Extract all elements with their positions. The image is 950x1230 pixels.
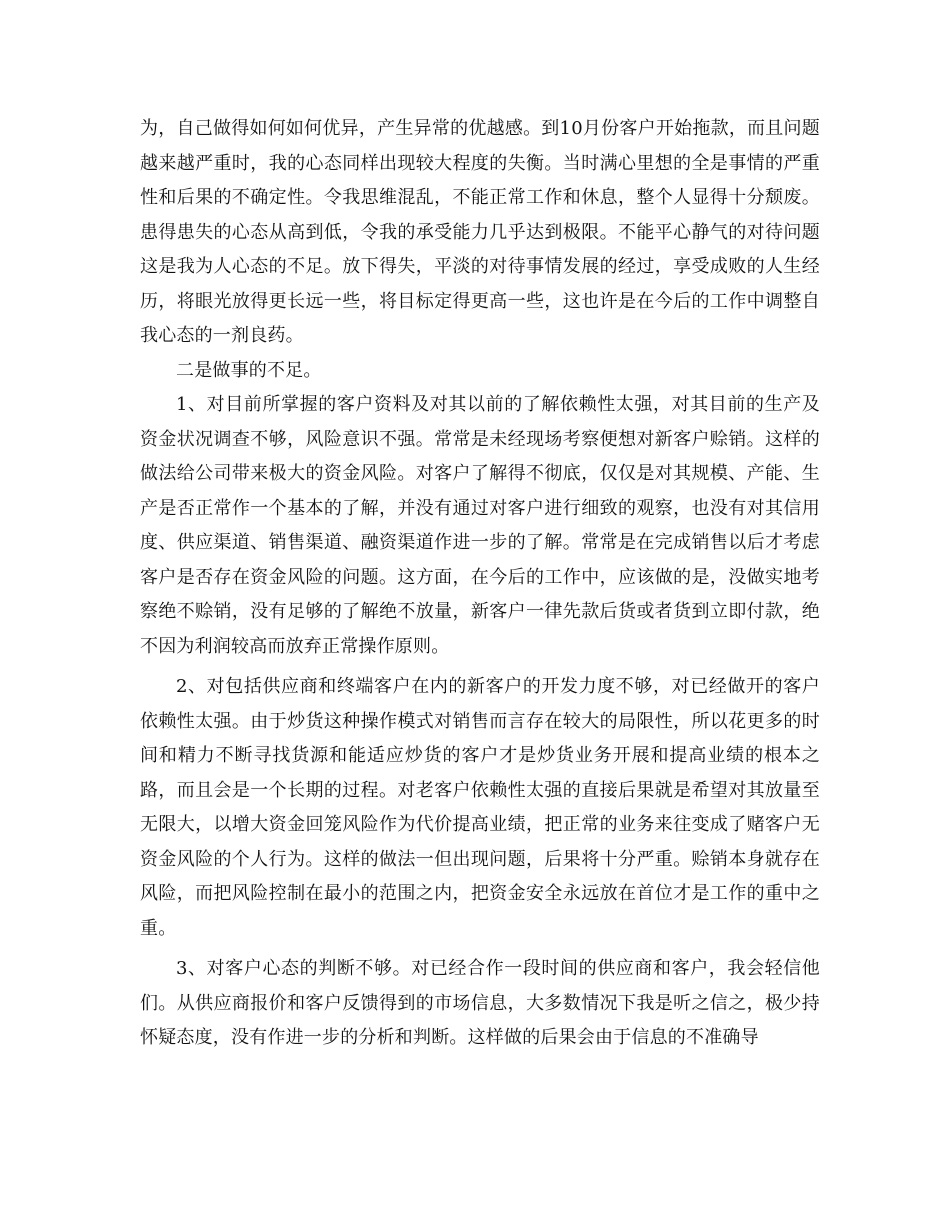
paragraph-section-heading: 二是做事的不足。 — [176, 359, 322, 381]
paragraph-point-2: 2、对包括供应商和终端客户在内的新客户的开发力度不够，对已经做开的客户依赖性太强。由于炒货这种操作模式对销售而言存在较大的局限性，所以花更多的时间和精力不断寻找货源和能适应炒货的客户才是炒货业务开展和提高业绩的根本之路，而且会是一个长期的过程。对老客户依赖性太强的直接后果就是希望对其放量至无限大，以增大资金回笼风险作为代价提高业绩，把正常的业务来往变成了赌客户无资金风险的个人行为。这样的做法一但出现问题，后果将十分严重。赊销本身就存在风险，而把风险控制在最小的范围之内，把资金安全永远放在首位才是工作的重中之重。 — [140, 676, 820, 939]
paragraph-mindset-continued: 为，自己做得如何如何优异，产生异常的优越感。到10月份客户开始拖款，而且问题越来越严重时，我的心态同样出现较大程度的失衡。当时满心里想的全是事情的严重性和后果的不确定性。令我思维混乱，不能正常工作和休息，整个人显得十分颓废。患得患失的心态从高到低，令我的承受能力几乎达到极限。不能平心静气的对待问题这是我为人心态的不足。放下得失，平淡的对待事情发展的经过，享受成败的人生经历，将眼光放得更长远一些，将目标定得更高一些，这也许是在今后的工作中调整自我心态的一剂良药。 — [140, 118, 820, 346]
document-page — [140, 112, 820, 1056]
paragraph-point-3: 3、对客户心态的判断不够。对已经合作一段时间的供应商和客户，我会轻信他们。从供应商报价和客户反馈得到的市场信息，大多数情况下我是听之信之，极少持怀疑态度，没有作进一步的分析和判断。这样做的后果会由于信息的不准确导 — [140, 958, 820, 1048]
paragraph-point-1: 1、对目前所掌握的客户资料及对其以前的了解依赖性太强，对其目前的生产及资金状况调查不够，风险意识不强。常常是未经现场考察便想对新客户赊销。这样的做法给公司带来极大的资金风险。对客户了解得不彻底，仅仅是对其规模、产能、生产是否正常作一个基本的了解，并没有通过对客户进行细致的观察，也没有对其信用度、供应渠道、销售渠道、融资渠道作进一步的了解。常常是在完成销售以后才考虑客户是否存在资金风险的问题。这方面，在今后的工作中，应该做的是，没做实地考察绝不赊销，没有足够的了解绝不放量，新客户一律先款后货或者货到立即付款，绝不因为利润较高而放弃正常操作原则。 — [140, 394, 820, 657]
